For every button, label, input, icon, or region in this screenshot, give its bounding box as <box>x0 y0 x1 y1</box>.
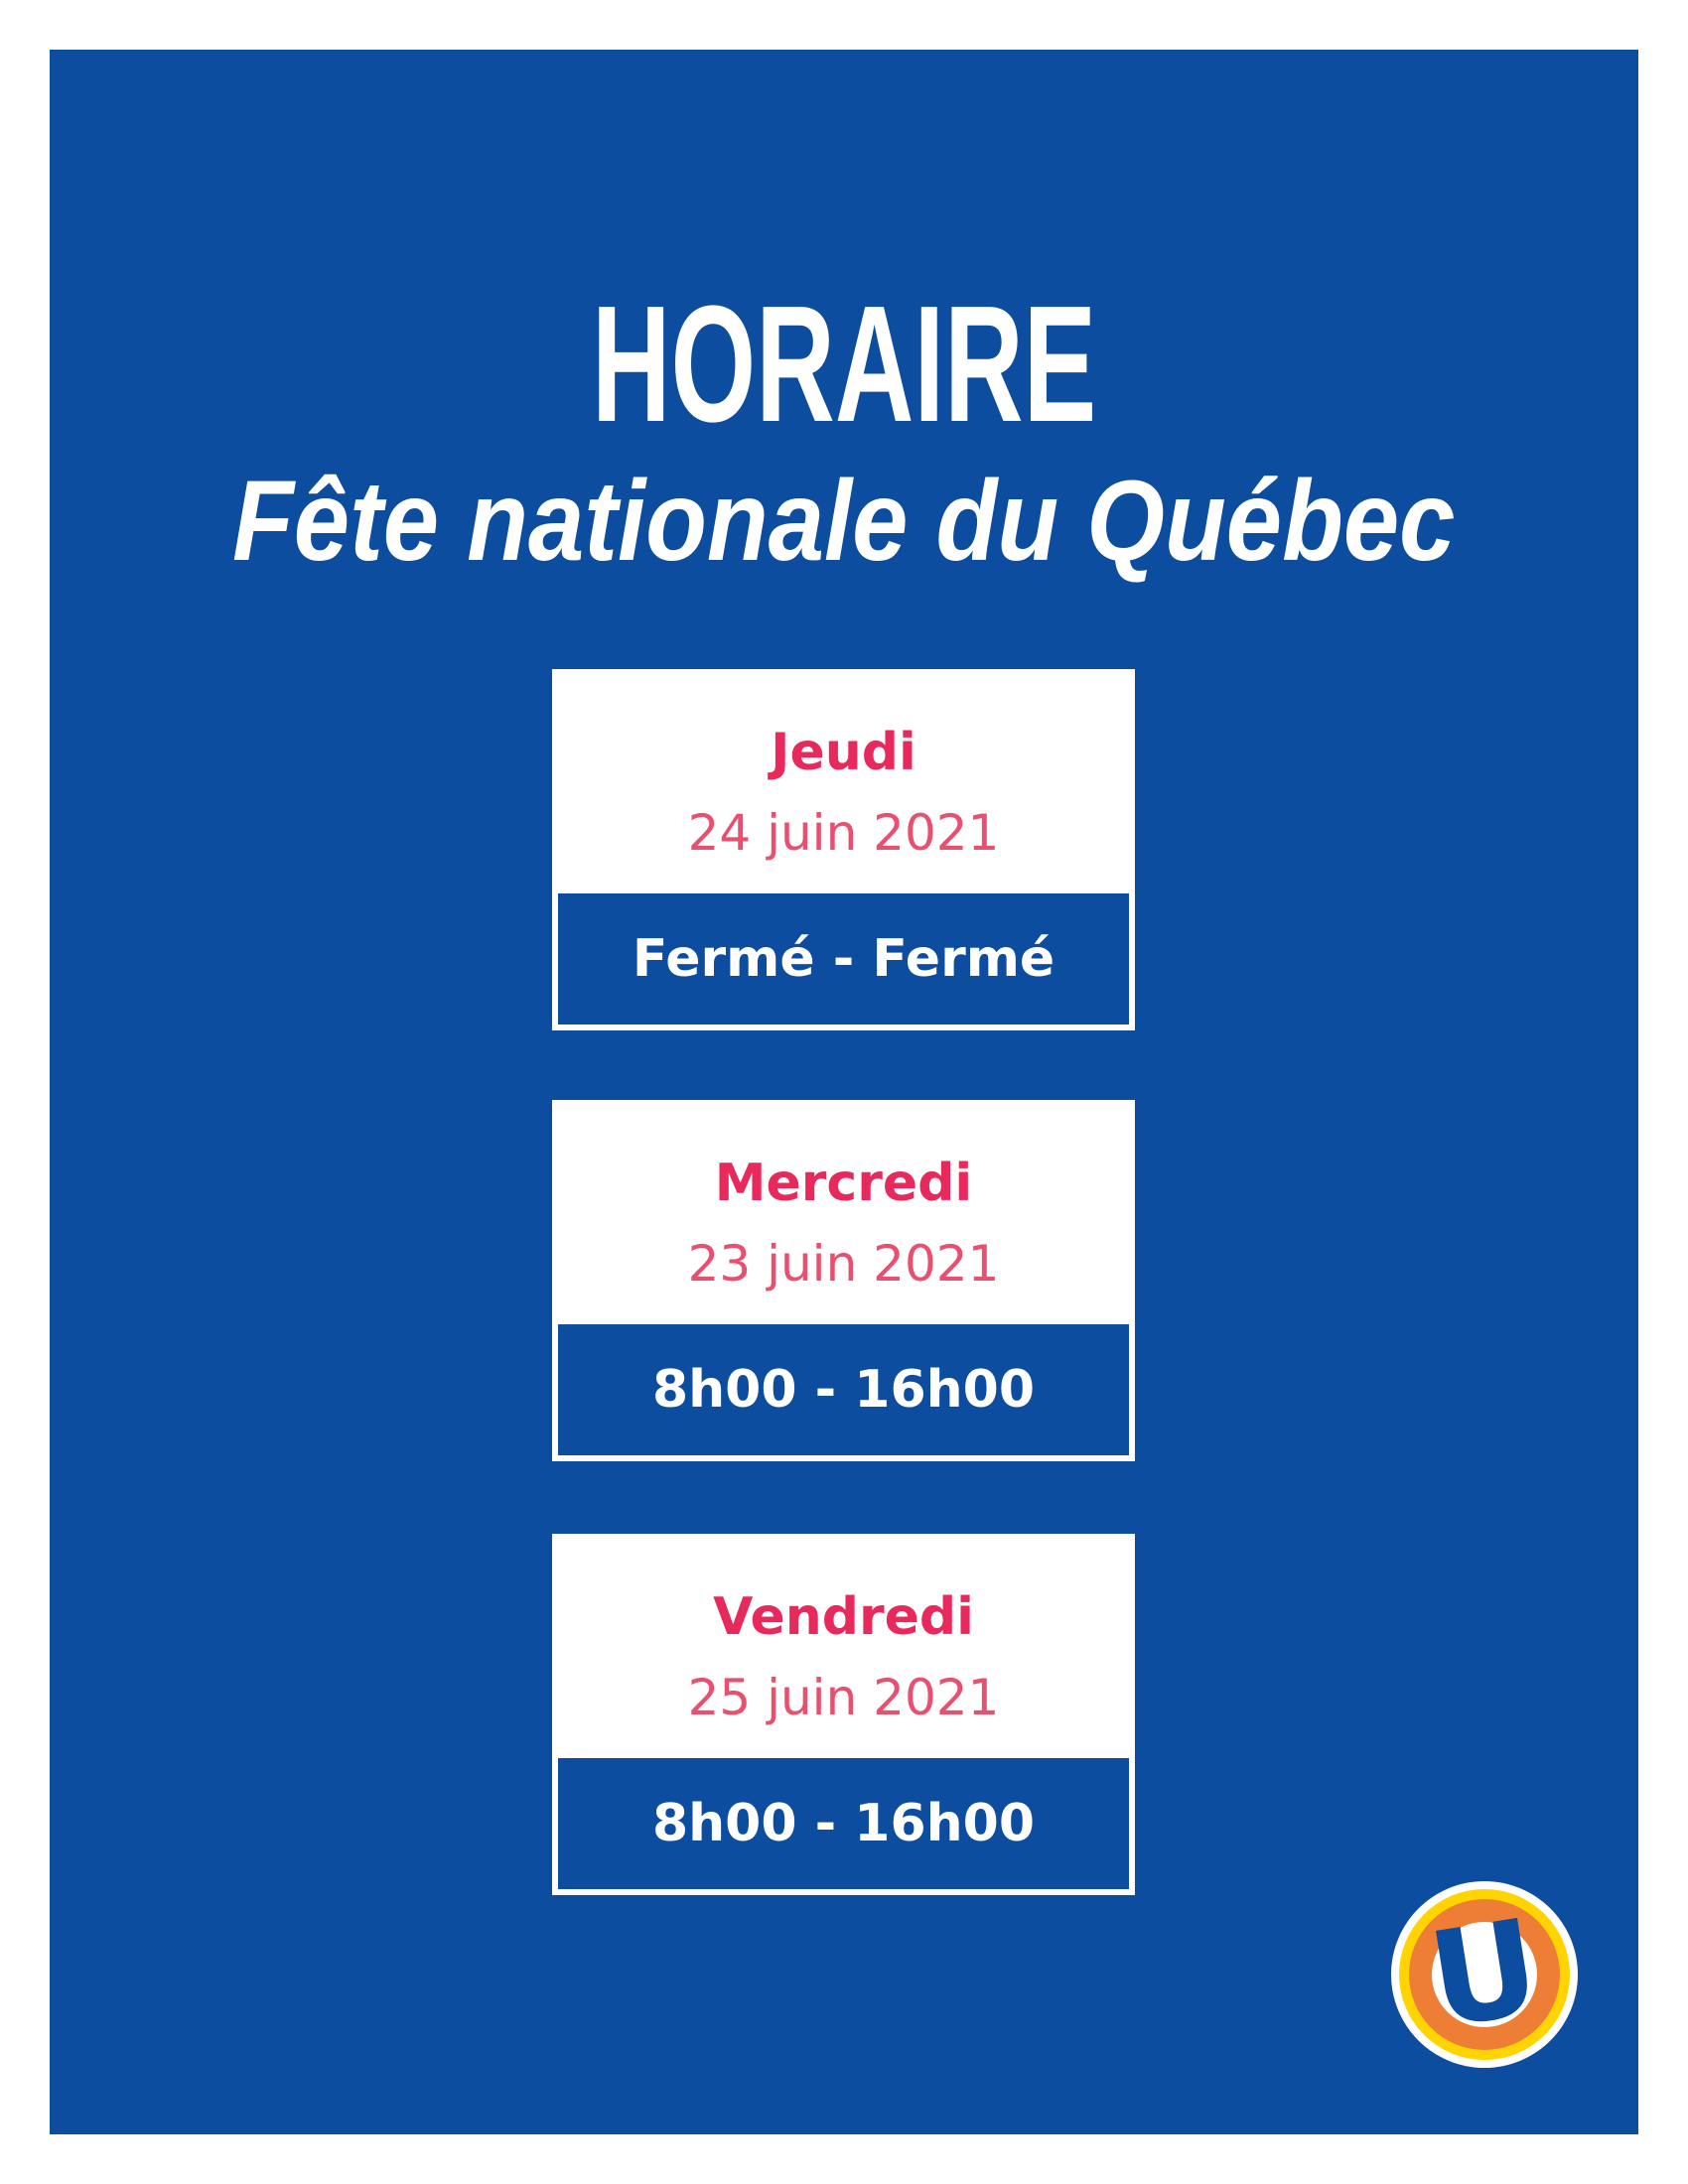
schedule-card-vendredi <box>552 1534 1135 1895</box>
brand-u-logo-icon <box>1391 1881 1578 2068</box>
hours-bar <box>558 1758 1129 1889</box>
svg-text:U: U <box>1420 1890 1549 2059</box>
hours-label: 8h00 - 16h00 <box>651 1794 1036 1853</box>
hours-label: Fermé - Fermé <box>632 929 1055 989</box>
page-subtitle-text: Fête nationale du Québec <box>232 458 1456 585</box>
day-label: Jeudi <box>771 723 916 782</box>
schedule-card-mercredi <box>552 1100 1135 1461</box>
page-title <box>50 272 1638 457</box>
hours-bar <box>558 893 1129 1024</box>
date-label: 23 juin 2021 <box>687 1235 1000 1293</box>
date-label: 24 juin 2021 <box>687 804 1000 862</box>
poster-background <box>50 50 1638 2134</box>
hours-label: 8h00 - 16h00 <box>651 1360 1036 1420</box>
schedule-card-jeudi <box>552 669 1135 1030</box>
date-label: 25 juin 2021 <box>687 1669 1000 1726</box>
day-label: Mercredi <box>714 1154 973 1213</box>
page-subtitle <box>50 458 1638 585</box>
day-label: Vendredi <box>713 1587 974 1647</box>
page-title-text: HORAIRE <box>591 272 1097 457</box>
hours-bar <box>558 1324 1129 1455</box>
